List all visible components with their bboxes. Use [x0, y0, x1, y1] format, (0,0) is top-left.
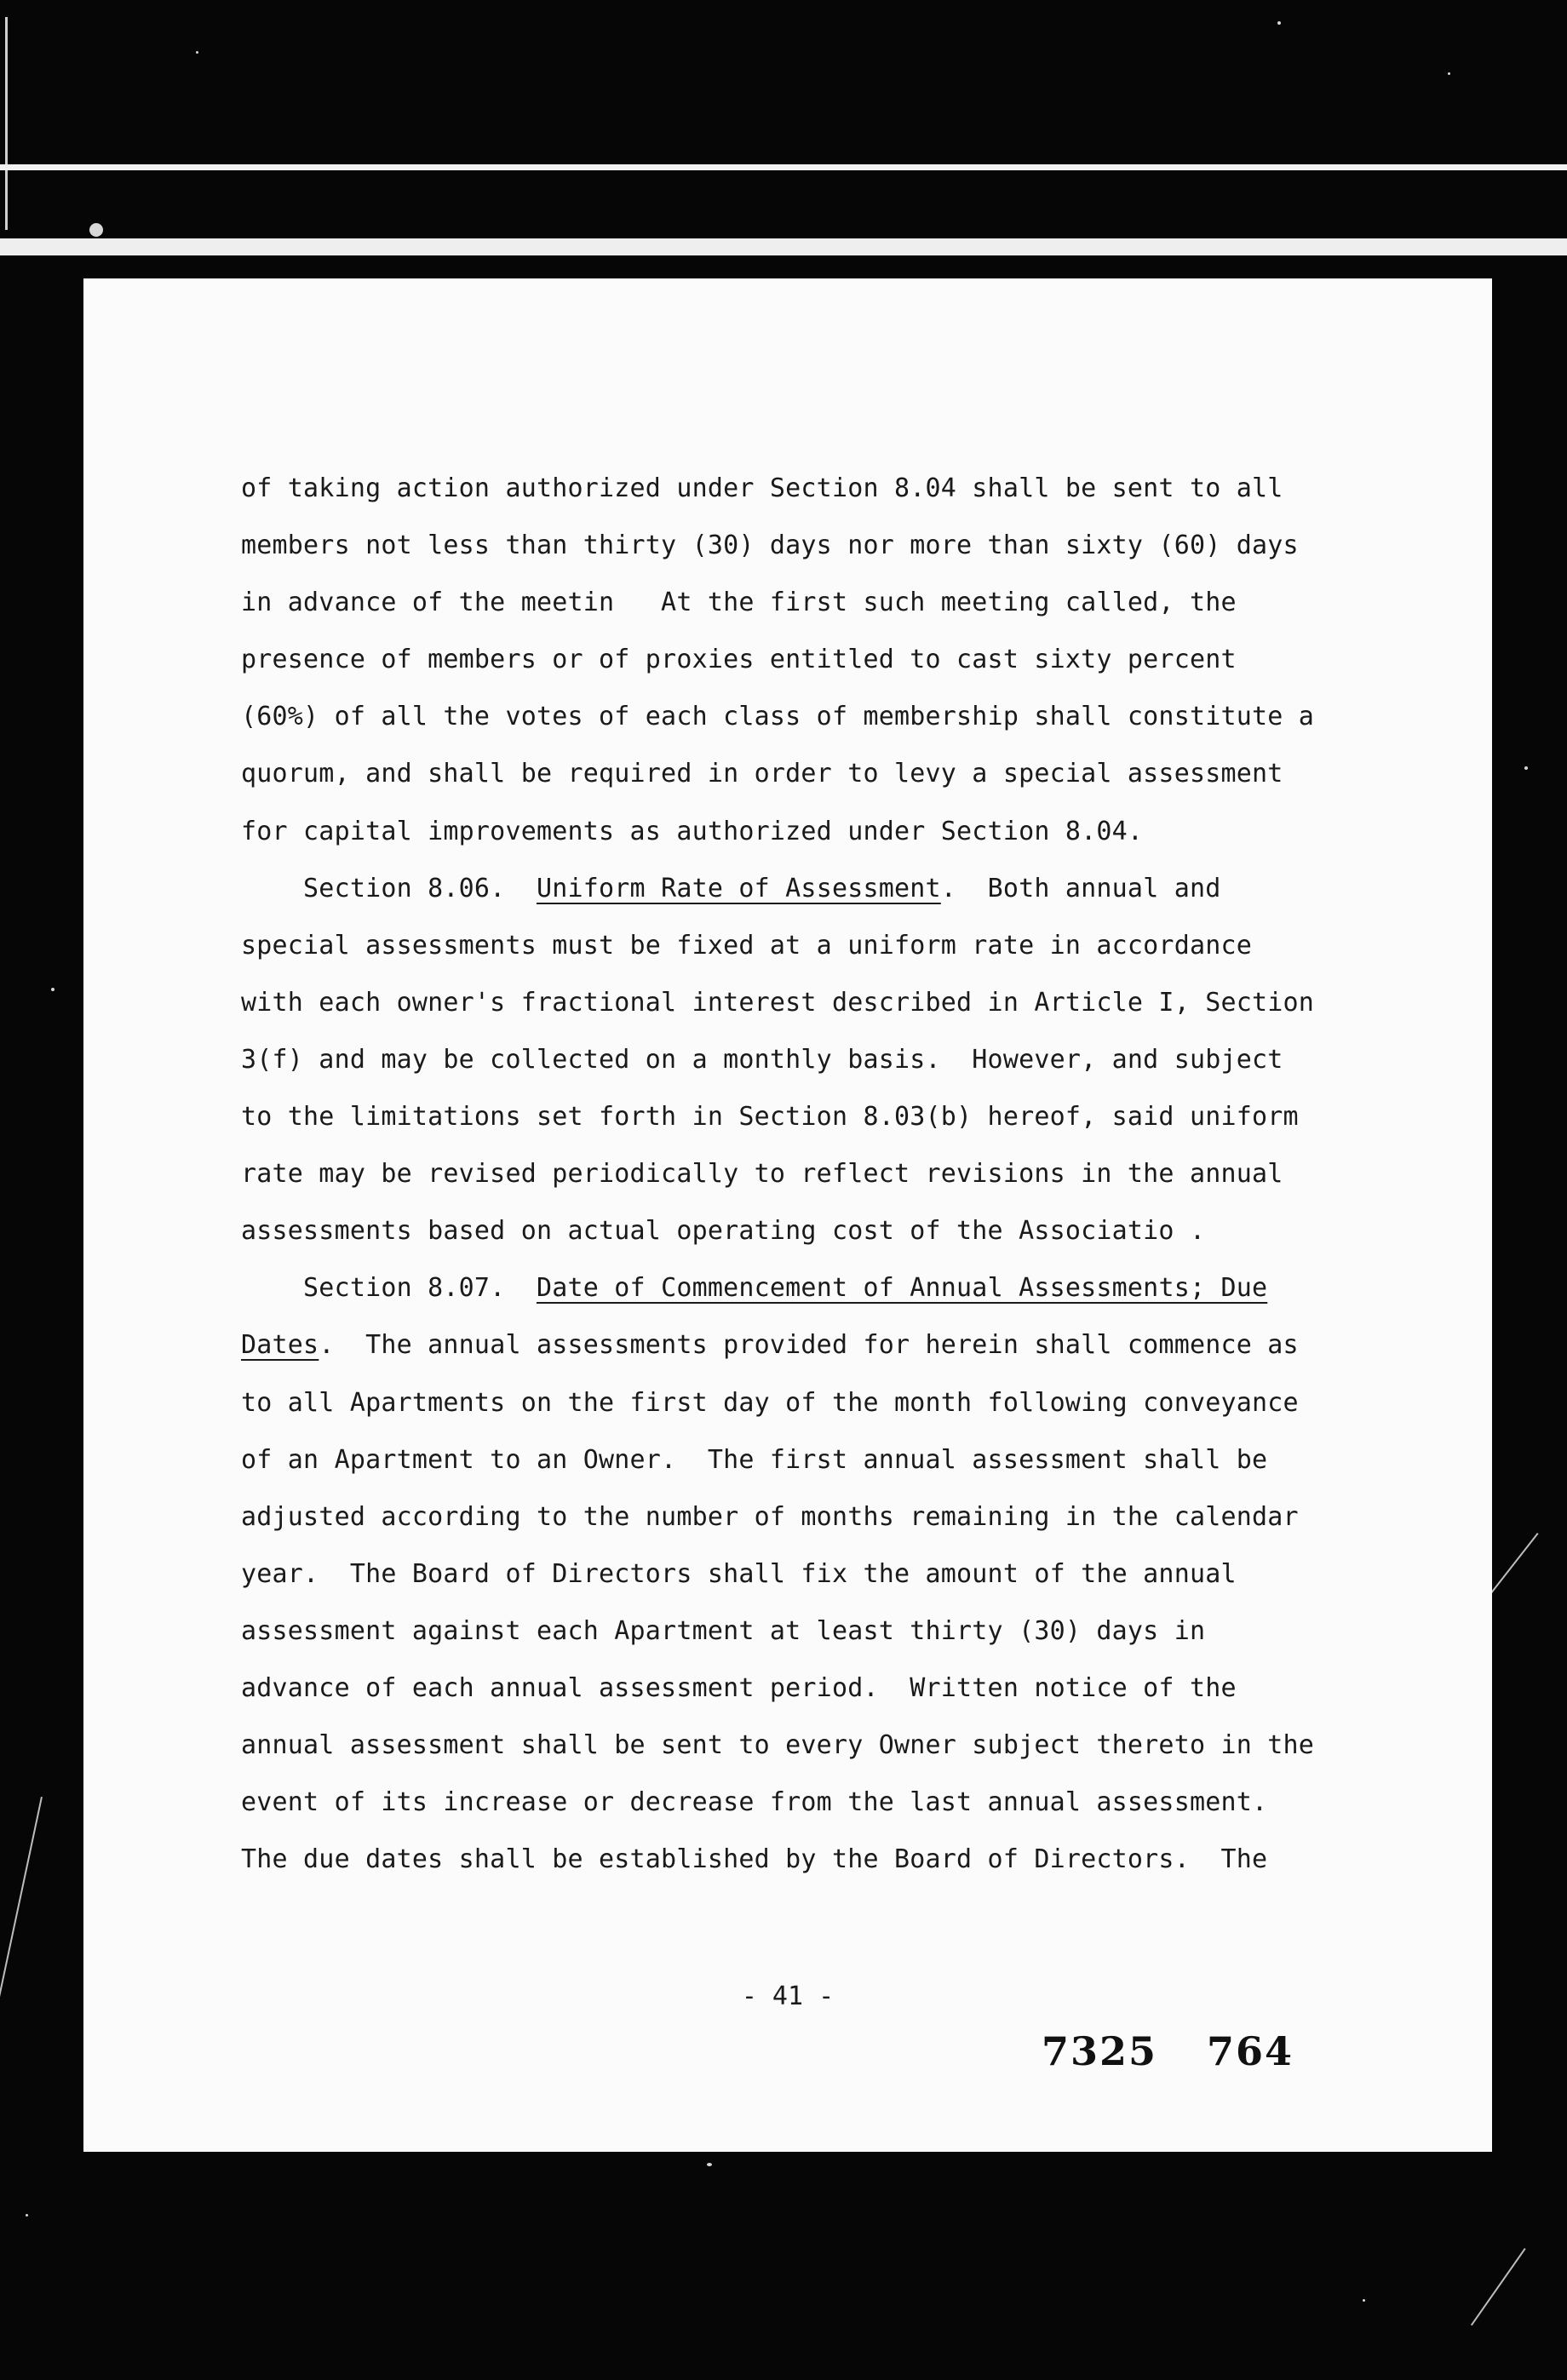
text-line: to the limitations set forth in Section 8.03(b) hereof, said uniform	[241, 1102, 1299, 1133]
text-line: assessments based on actual operating cost of the Associatio .	[241, 1216, 1206, 1247]
text-line: rate may be revised periodically to reflect revisions in the annual	[241, 1159, 1283, 1190]
section-title: Dates	[241, 1330, 319, 1361]
text-line: for capital improvements as authorized under Section 8.04.	[241, 816, 1144, 846]
section-heading-line: Section 8.06. Uniform Rate of Assessment. Both annual and	[241, 873, 1221, 903]
scan-speck	[26, 2214, 28, 2217]
section-heading-line: Dates. The annual assessments provided for herein shall commence as	[241, 1330, 1299, 1361]
page-number: - 41 -	[741, 1981, 835, 2011]
text-line: special assessments must be fixed at a uniform rate in accordance	[241, 930, 1252, 961]
text-line: (60%) of all the votes of each class of membership shall constitute a	[241, 702, 1315, 732]
scan-speck	[1524, 766, 1528, 770]
body-text	[241, 460, 1459, 1888]
scan-edge-mark	[5, 17, 8, 230]
scan-speck	[196, 51, 198, 54]
text-line: with each owner's fractional interest described in Article I, Section	[241, 987, 1315, 1018]
scan-streak	[1471, 2248, 1526, 2326]
text-line: annual assessment shall be sent to every Owner subject thereto in the	[241, 1730, 1315, 1761]
document-page	[83, 278, 1492, 2152]
section-heading-line: Section 8.07. Date of Commencement of Annual Assessments; Due	[241, 1273, 1268, 1304]
scan-top-rule	[0, 164, 1567, 170]
scan-speck	[1277, 21, 1281, 25]
scan-speck	[51, 988, 55, 991]
scan-speck	[1363, 2299, 1365, 2302]
scan-speck	[89, 223, 103, 237]
text-line: advance of each annual assessment period. Written notice of the	[241, 1672, 1237, 1703]
scan-streak	[0, 1797, 43, 1997]
text-line: event of its increase or decrease from the last annual assessment.	[241, 1787, 1268, 1818]
text-line: members not less than thirty (30) days nor more than sixty (60) days	[241, 530, 1299, 561]
text-line: year. The Board of Directors shall fix the amount of the annual	[241, 1558, 1237, 1589]
text-line: 3(f) and may be collected on a monthly basis. However, and subject	[241, 1044, 1283, 1075]
recording-book-page-stamp: 7325 764	[1042, 2028, 1294, 2074]
text-line: assessment against each Apartment at least thirty (30) days in	[241, 1615, 1206, 1646]
section-title: Date of Commencement of Annual Assessments; Due	[536, 1273, 1268, 1304]
text-line: quorum, and shall be required in order to levy a special assessment	[241, 759, 1283, 789]
text-line: of taking action authorized under Section 8.04 shall be sent to all	[241, 473, 1283, 503]
text-line: to all Apartments on the first day of the month following conveyance	[241, 1387, 1299, 1418]
scan-bottom-rule	[0, 238, 1567, 255]
text-line: presence of members or of proxies entitled to cast sixty percent	[241, 645, 1237, 675]
text-line: of an Apartment to an Owner. The first annual assessment shall be	[241, 1444, 1268, 1475]
scan-speck	[707, 2163, 712, 2166]
text-line: adjusted according to the number of months remaining in the calendar	[241, 1501, 1299, 1532]
text-line: The due dates shall be established by the Board of Directors. The	[241, 1844, 1268, 1875]
text-line: in advance of the meetin At the first such meeting called, the	[241, 588, 1237, 618]
section-title: Uniform Rate of Assessment	[536, 873, 941, 903]
scan-speck	[1448, 72, 1450, 75]
